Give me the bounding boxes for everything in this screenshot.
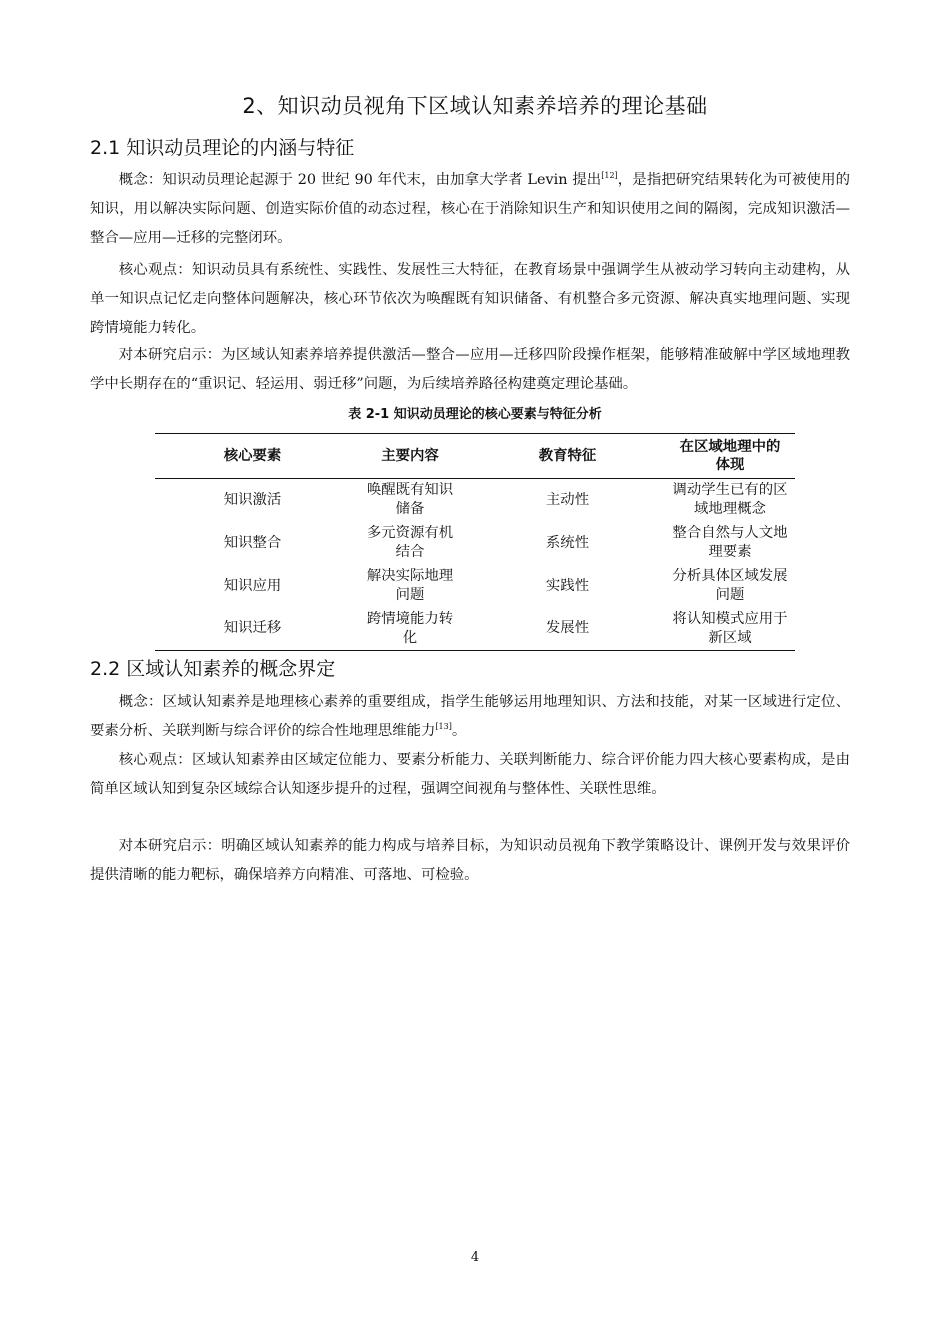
table-cell: [350, 608, 470, 651]
cell-text: 将认知模式应用于新区域: [672, 610, 788, 646]
chapter-title: 2、知识动员视角下区域认知素养培养的理论基础: [242, 94, 708, 118]
section-2-1-paragraph-concept: [90, 166, 850, 253]
table-header-cell: 主要内容: [350, 434, 470, 479]
table-header-cell: 核心要素: [155, 434, 350, 479]
table-row: [155, 522, 795, 565]
table-cell: 发展性: [470, 608, 665, 651]
table-header-row: [155, 434, 795, 479]
paragraph-text: 。: [451, 723, 467, 739]
table-cell: 实践性: [545, 577, 590, 594]
section-2-2-paragraph-concept: [90, 688, 850, 746]
table-row: [155, 479, 795, 522]
paragraph-text: ，是指把研究结果转化为可被使用的知识，用以解决实际问题、创造实际价值的动态过程，核心在于消除知识生产和知识使用之间的隔阂，完成知识激活—整合—应用—迁移的完整闭环。: [90, 172, 850, 246]
table-cell: 知识整合: [223, 534, 282, 551]
table-cell: 知识应用: [223, 577, 282, 594]
cell-text: 整合自然与人文地理要素: [672, 525, 788, 560]
citation-13: [13]: [435, 722, 452, 732]
section-2-1-paragraph-implication: 对本研究启示：为区域认知素养培养提供激活—整合—应用—迁移四阶段操作框架，能够精准破解中学区域地理教学中长期存在的“重识记、轻运用、弱迁移”问题，为后续培养路径构建奠定理论基础。: [90, 347, 850, 392]
table-row: [155, 608, 795, 651]
table-header-cell: 教育特征: [470, 434, 665, 479]
cell-text: 多元资源有机结合: [366, 525, 454, 560]
table-row: [155, 565, 795, 608]
table-header-cell: [665, 434, 795, 479]
section-2-2-paragraph-implication: 对本研究启示：明确区域认知素养的能力构成与培养目标，为知识动员视角下教学策略设计、课例开发与效果评价提供清晰的能力靶标，确保培养方向精准、可落地、可检验。: [90, 838, 850, 883]
cell-text: 跨情境能力转化: [366, 610, 454, 646]
table-cell: [350, 522, 470, 565]
cell-text: 分析具体区域发展问题: [672, 568, 788, 603]
citation-12: [12]: [601, 171, 618, 181]
table-cell: [665, 479, 795, 522]
cell-text: 唤醒既有知识储备: [366, 482, 454, 518]
table-cell: 知识迁移: [155, 608, 350, 651]
section-heading-2-1: 2.1 知识动员理论的内涵与特征: [90, 137, 355, 159]
page-number: 4: [470, 1250, 480, 1265]
table-cell: 知识激活: [223, 491, 282, 508]
header-text: 在区域地理中的体现: [679, 439, 781, 473]
table-cell: [350, 479, 470, 522]
paragraph-text: 概念：区域认知素养是地理核心素养的重要组成，指学生能够运用地理知识、方法和技能，对某一区域进行定位、要素分析、关联判断与综合评价的综合性地理思维能力: [90, 694, 850, 739]
table-cell: 系统性: [545, 534, 590, 551]
cell-text: 调动学生已有的区域地理概念: [672, 482, 788, 518]
table-caption: 表 2-1 知识动员理论的核心要素与特征分析: [348, 407, 602, 422]
section-2-1-paragraph-core: 核心观点：知识动员具有系统性、实践性、发展性三大特征，在教育场景中强调学生从被动学习转向主动建构，从单一知识点记忆走向整体问题解决，核心环节依次为唤醒既有知识储备、有机整合多元资源、解决真实地理问题、实现跨情境能力转化。: [90, 262, 850, 336]
section-heading-2-2: 2.2 区域认知素养的概念界定: [90, 658, 336, 680]
table-cell: 主动性: [545, 491, 590, 508]
table-cell: [665, 522, 795, 565]
paragraph-text: 概念：知识动员理论起源于 20 世纪 90 年代末，由加拿大学者 Levin 提出: [118, 172, 602, 188]
table-cell: [350, 565, 470, 608]
table-cell: [665, 565, 795, 608]
table-cell: [665, 608, 795, 651]
cell-text: 解决实际地理问题: [366, 568, 454, 603]
knowledge-mobilization-table: [155, 433, 795, 651]
section-2-2-paragraph-core: 核心观点：区域认知素养由区域定位能力、要素分析能力、关联判断能力、综合评价能力四大核心要素构成，是由简单区域认知到复杂区域综合认知逐步提升的过程，强调空间视角与整体性、关联性思维。: [90, 752, 850, 797]
